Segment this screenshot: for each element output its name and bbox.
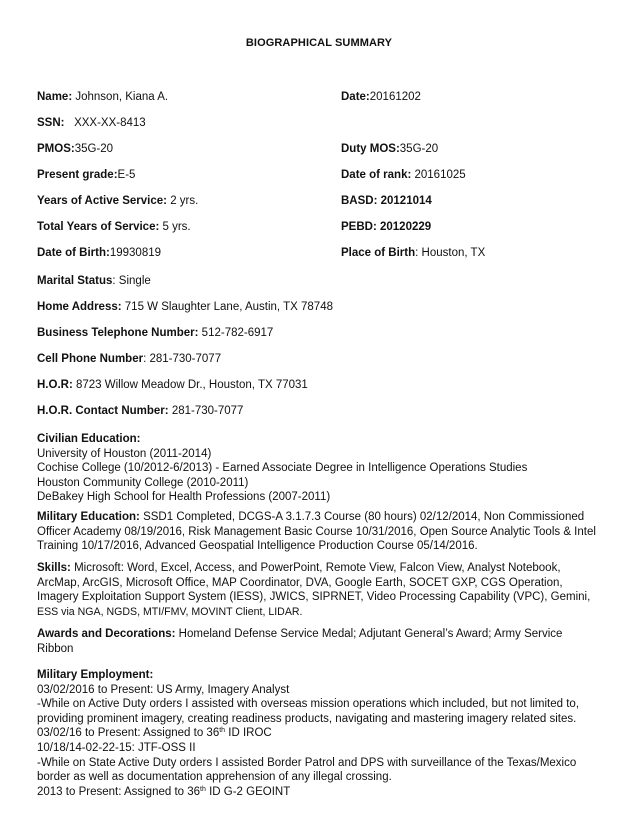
ssn-value: XXX-XX-8413	[74, 117, 146, 129]
awards-heading: Awards and Decorations:	[37, 628, 176, 640]
civilian-education-heading: Civilian Education:	[37, 433, 141, 445]
home-address-value: 715 W Slaughter Lane, Austin, TX 78748	[124, 301, 333, 313]
skills-line: ESS via NGA, NGDS, MTI/FMV, MOVINT Client, LIDAR.	[37, 605, 303, 618]
date-label: Date:	[341, 91, 370, 103]
grade-value: E-5	[117, 169, 136, 181]
employment-line-text: 03/02/16 to Present: Assigned to 36	[37, 727, 220, 740]
grade-row	[37, 168, 135, 182]
employment-line: -While on Active Duty orders I assisted with overseas mission operations which included, but not limited to,	[37, 698, 580, 711]
employment-line: 03/02/2016 to Present: US Army, Imagery Analyst	[37, 683, 290, 696]
cell-phone-row	[37, 352, 221, 366]
employment-line-text: ID G-2 GEOINT	[205, 785, 291, 798]
civilian-education-line: Houston Community College (2010-2011)	[37, 476, 249, 489]
pmos-row	[37, 142, 113, 156]
duty-mos-value: 35G-20	[399, 143, 439, 155]
civilian-education-section	[37, 432, 602, 505]
active-service-row	[37, 194, 198, 208]
pebd-label: PEBD:	[341, 221, 377, 233]
active-service-value: 2 yrs.	[170, 195, 199, 207]
military-education-line: Officer Academy 08/19/2016, Risk Management Basic Course 10/31/2016, Open Source Analytic Tools & Intel	[37, 525, 596, 538]
skills-heading: Skills:	[37, 562, 71, 574]
business-phone-row	[37, 326, 273, 340]
date-row	[341, 90, 421, 104]
employment-line: 10/18/14-02-22-15: JTF-OSS II	[37, 741, 196, 754]
home-address-row	[37, 300, 333, 314]
pob-label: Place of Birth	[341, 247, 416, 259]
employment-line-text: ID IROC	[225, 727, 272, 740]
business-phone-value: 512-782-6917	[201, 327, 274, 339]
hor-contact-value: 281-730-7077	[171, 405, 244, 417]
basd-row	[341, 194, 432, 208]
dob-label: Date of Birth:	[37, 247, 110, 259]
hor-value: 8723 Willow Meadow Dr., Houston, TX 77031	[75, 379, 308, 391]
name-label: Name:	[37, 91, 73, 103]
awards-section	[37, 627, 602, 656]
pmos-label: PMOS:	[37, 143, 75, 155]
pebd-row	[341, 220, 431, 234]
employment-line: border as well as documentation apprehension of any illegal crossing.	[37, 771, 392, 784]
employment-line	[37, 726, 602, 741]
pob-row	[341, 246, 485, 260]
employment-line	[37, 785, 602, 800]
military-education-heading: Military Education:	[37, 511, 140, 523]
hor-contact-row	[37, 404, 243, 418]
hor-contact-label: H.O.R. Contact Number:	[37, 405, 169, 417]
name-row	[37, 90, 168, 104]
total-service-row	[37, 220, 191, 234]
skills-section	[37, 561, 602, 619]
employment-line: providing prominent imagery, creating readiness products, navigating and mastering imagery related sites.	[37, 712, 577, 725]
military-education-line: SSD1 Completed, DCGS-A 3.1.7.3 Course (80 hours) 02/12/2014, Non Commissioned	[143, 511, 585, 523]
duty-mos-row	[341, 142, 438, 156]
page-title: BIOGRAPHICAL SUMMARY	[245, 37, 393, 49]
employment-heading: Military Employment:	[37, 669, 154, 681]
skills-line: Microsoft: Word, Excel, Access, and PowerPoint, Remote View, Falcon View, Analyst Notebook,	[74, 562, 561, 574]
dob-value: 19930819	[109, 247, 162, 259]
basd-label: BASD:	[341, 195, 378, 207]
rank-date-row	[341, 168, 466, 182]
name-value: Johnson, Kiana A.	[75, 91, 169, 103]
skills-line: Imagery Exploitation Support System (IESS), JWICS, SIPRNET, Video Processing Capability (VPC), Gemini,	[37, 591, 591, 604]
civilian-education-line: DeBakey High School for Health Professions (2007-2011)	[37, 491, 331, 504]
civilian-education-line: Cochise College (10/2012-6/2013) - Earned Associate Degree in Intelligence Operations Studies	[37, 462, 528, 475]
date-value: 20161202	[369, 91, 421, 103]
ordinal-suffix: th	[219, 727, 226, 735]
total-service-value: 5 yrs.	[162, 221, 191, 233]
dob-row	[37, 246, 161, 260]
marital-row	[37, 274, 151, 288]
active-service-label: Years of Active Service:	[37, 195, 167, 207]
rank-date-label: Date of rank:	[341, 169, 412, 181]
civilian-education-line: University of Houston (2011-2014)	[37, 447, 212, 460]
military-education-line: Training 10/17/2016, Advanced Geospatial Intelligence Production Course 05/14/2016.	[37, 540, 478, 553]
ssn-row	[37, 116, 146, 130]
skills-line: ArcMap, ArcGIS, Microsoft Office, MAP Coordinator, DVA, Google Earth, SOCET GXP, CGS Operation,	[37, 576, 563, 589]
total-service-label: Total Years of Service:	[37, 221, 160, 233]
employment-line: -While on State Active Duty orders I assisted Border Patrol and DPS with surveillance of the Texas/Mexico	[37, 756, 577, 769]
basd-value: 20121014	[380, 195, 432, 207]
ordinal-suffix: th	[200, 785, 206, 793]
cell-phone-value: : 281-730-7077	[143, 353, 222, 365]
pmos-value: 35G-20	[74, 143, 114, 155]
hor-row	[37, 378, 308, 392]
grade-label: Present grade:	[37, 169, 118, 181]
awards-line: Homeland Defense Service Medal; Adjutant General’s Award; Army Service	[178, 628, 563, 640]
marital-value: : Single	[112, 275, 151, 287]
awards-line: Ribbon	[37, 642, 74, 655]
duty-mos-label: Duty MOS:	[341, 143, 400, 155]
marital-label: Marital Status	[37, 275, 113, 287]
employment-section	[37, 668, 602, 799]
cell-phone-label: Cell Phone Number	[37, 353, 144, 365]
pob-value: : Houston, TX	[415, 247, 486, 259]
business-phone-label: Business Telephone Number:	[37, 327, 199, 339]
military-education-section	[37, 510, 602, 554]
home-address-label: Home Address:	[37, 301, 122, 313]
pebd-value: 20120229	[379, 221, 432, 233]
hor-label: H.O.R:	[37, 379, 73, 391]
employment-line-text: 2013 to Present: Assigned to 36	[37, 785, 201, 798]
rank-date-value: 20161025	[414, 169, 466, 181]
ssn-label: SSN:	[37, 117, 65, 129]
